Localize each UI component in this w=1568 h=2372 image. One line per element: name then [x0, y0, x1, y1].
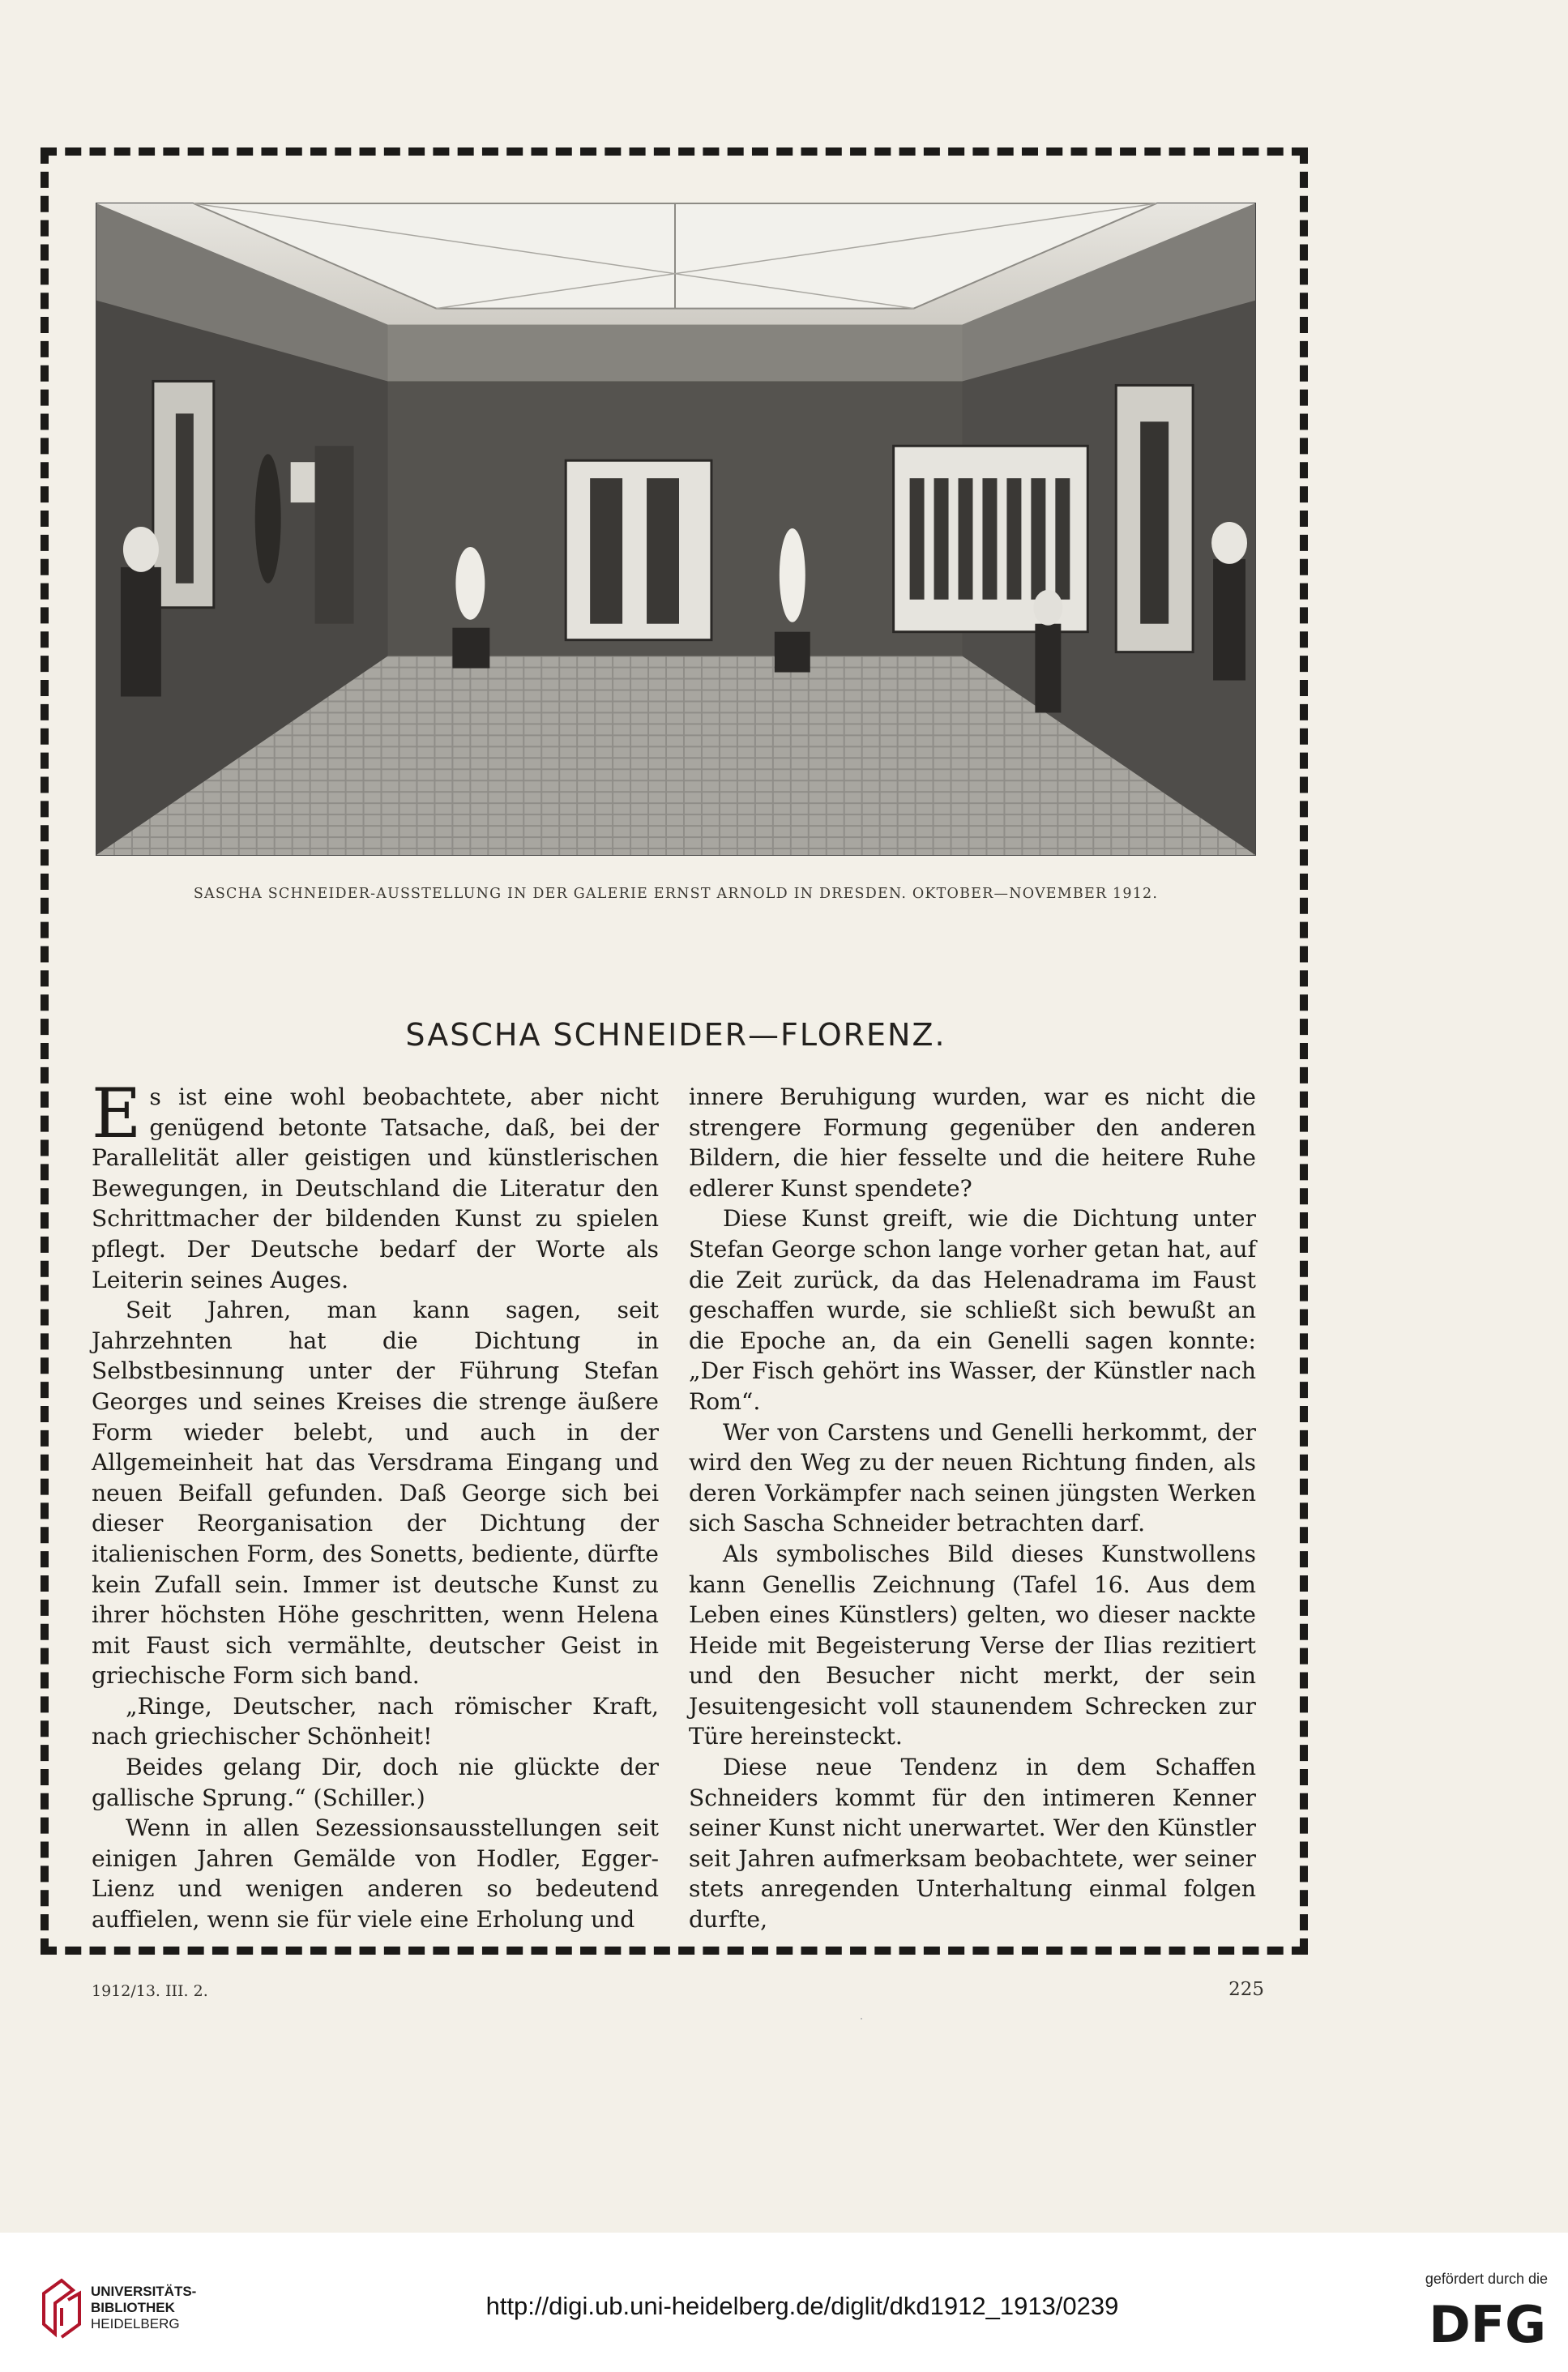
paragraph: Diese Kunst greift, wie die Dichtung unter Stefan George schon lange vorher getan hat, auf die Zeit zurück, da das Helenadrama im Faust geschaffen wurde, sie schließt sich bewußt an die Epoche an, da ein Genelli sagen konnte: „Der Fisch gehört ins Wasser, der Künstler nach Rom“. — [689, 1205, 1256, 1415]
text-column-right — [689, 1082, 1256, 1934]
exhibition-photograph — [96, 203, 1256, 856]
dfg-logo-icon — [1402, 2295, 1548, 2354]
paragraph: Als symbolisches Bild dieses Kunstwollens kann Genellis Zeichnung (Tafel 16. Aus dem Leben eines Künstlers) gelten, wo dieser nackte Heide mit Begeisterung Verse der Ilias rezitiert und den Besucher nicht merkt, der sein Jesuitengesicht voll staunendem Schrecken zur Türe hereinsteckt. — [689, 1540, 1256, 1750]
article-title: SASCHA SCHNEIDER—FLORENZ. — [405, 1017, 946, 1053]
paragraph: Seit Jahren, man kann sagen, seit Jahrzehnten hat die Dichtung in Selbstbesinnung unter der Führung Stefan Georges und seines Kreises die strenge äußere Form wieder belebt, und auch in der Allgemeinheit hat das Versdrama Eingang und neuen Beifall gefunden. Daß George sich bei dieser Reorganisation der Dichtung der italienischen Form, des Sonetts, bediente, dürfte kein Zufall sein. Immer ist deutsche Kunst zu ihrer höchsten Höhe geschritten, wenn Helena mit Faust sich vermählte, deutscher Geist in griechische Form sich band. — [92, 1297, 659, 1690]
paragraph-text: s ist eine wohl beobachtete, aber nicht genügend betonte Tatsache, daß, bei der Parallelität aller geistigen und künstlerischen Bewegungen, in Deutschland die Literatur den Schrittmacher der bildenden Kunst zu spielen pflegt. Der Deutsche bedarf der Worte als Leiterin seines Auges. — [92, 1083, 659, 1293]
paragraph: Wer von Carstens und Genelli herkommt, der wird den Weg zu der neuen Richtung finden, als deren Vorkämpfer nach seinen jüngsten Werken sich Sascha Schneider betrachten darf. — [689, 1418, 1256, 1537]
library-name-line: HEIDELBERG — [91, 2316, 180, 2331]
source-url-link[interactable]: http://digi.ub.uni-heidelberg.de/diglit/dkd1912_1913/0239 — [485, 2292, 1119, 2320]
text-column-left — [92, 1074, 659, 1934]
library-name-line: BIBLIOTHEK — [91, 2300, 175, 2315]
paragraph: „Ringe, Deutscher, nach römischer Kraft, nach griechischer Schönheit! — [92, 1692, 659, 1750]
paragraph: Wenn in allen Sezessionsausstellungen seit einigen Jahren Gemälde von Hodler, Egger-Lienz und wenigen anderen so bedeutend auffielen, wenn sie für viele eine Erholung und — [92, 1814, 659, 1934]
page-number: 225 — [1228, 1979, 1264, 2000]
funding-label: gefördert durch die — [1425, 2271, 1548, 2287]
paragraph: Beides gelang Dir, doch nie glückte der gallische Sprung.“ (Schiller.) — [92, 1754, 659, 1811]
drop-cap: E — [92, 1074, 142, 1153]
library-name-line: UNIVERSITÄTS- — [91, 2284, 197, 2299]
paragraph: Diese neue Tendenz in dem Schaffen Schneiders kommt für den intimeren Kenner seiner Kunst nicht unerwartet. Wer den Künstler seit Jahren aufmerksam beobachtete, wer seiner stets anregenden Unterhaltung einmal folgen durfte, — [689, 1754, 1256, 1934]
university-library-logo-icon — [37, 2276, 86, 2340]
volume-reference: 1912/13. III. 2. — [92, 1982, 208, 2000]
paper-speck — [861, 2018, 862, 2019]
photo-caption: SASCHA SCHNEIDER-AUSSTELLUNG IN DER GALERIE ERNST ARNOLD IN DRESDEN. OKTOBER—NOVEMBER 1912. — [193, 886, 1159, 902]
library-name — [91, 2284, 196, 2332]
paragraph — [92, 1074, 659, 1295]
gallery-hall-image — [96, 203, 1255, 855]
paragraph: innere Beruhigung wurden, war es nicht die strengere Formung gegenüber den anderen Bildern, die hier fesselte und die heitere Ruhe edlerer Kunst spendete? — [689, 1083, 1256, 1202]
dfg-logo-text: DFG — [1429, 2295, 1546, 2354]
